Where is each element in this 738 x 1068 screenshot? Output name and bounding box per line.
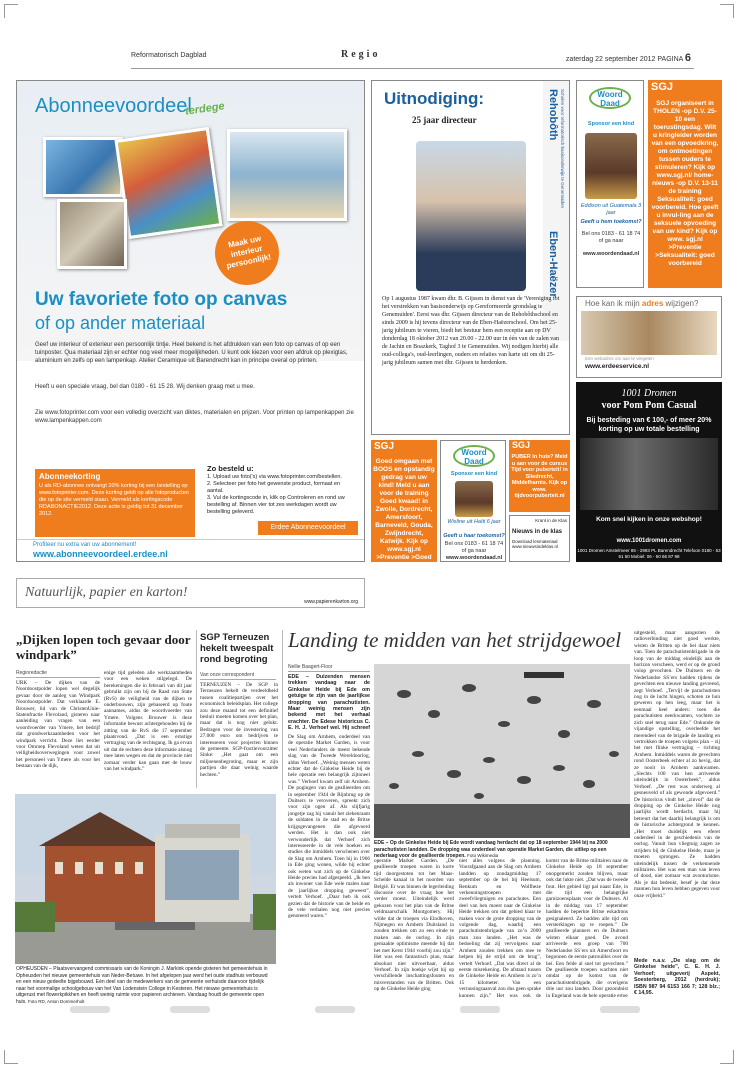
sgj-ad-3[interactable] <box>509 440 570 512</box>
sgj-text: Goed omgaan met BOOS en opstandig gedrag van uw kind! Meld u aan voor de training Goed kwaad! in Zwolle, Dordrecht, Amersfoort, Barneveld, Gouda, Zwijndrecht, Katwijk. Kijk op www.sgj.nl >Preventie >Goed kwaad! <box>373 458 435 569</box>
glass-facade <box>165 850 239 900</box>
crop-mark-tl <box>4 4 18 18</box>
column-rule <box>282 630 283 790</box>
article-headline: Landing te midden van het strijdgewoel <box>288 628 622 652</box>
crop-mark-br <box>720 1050 734 1064</box>
canvas-photo-fish <box>227 129 347 221</box>
ad-footer-url[interactable]: www.abonneevoordeel.erdee.nl <box>33 549 168 559</box>
article-dateline: Nellie Baagert-Floor <box>288 664 370 672</box>
photo-credit: Foto RD, Anton Dommerholt <box>27 998 85 1004</box>
child-photo <box>455 481 493 517</box>
article-column: niet alles volgens de planning. Voorafgaand aan de Slag om Arnhem landden op zondagmiddag 17 september op de hei bij Heelsum, Renkum en Wolfheze verkenningstroepen met zweefvliegtuigen en parachutes. Een deel van hen moest naar de Ginkelse Heide trekken om dat gebied klaar te maken voor de grote dropping van de volgende dag, waarbij een parachutistenbrigade van zo’n 2000 man zou landen. „Het was de bedoeling dat zij vervolgens naar Arnhem zouden trekken om mee te helpen bij de strijd om de brug”, vertelt Verhoef. „Dat was direct al de eerste misrekening. De afstand tussen de Ginkelse Heide en Arnhem is zo’n 15 kilometer. Van een verrassingsaanval zou dus geen sprake kunnen zijn.” Het was ook de <box>459 858 541 998</box>
nieuws-in-de-klas-ad[interactable] <box>509 515 570 562</box>
school-name-ebenhaezer: Eben-Haëzer <box>547 231 559 298</box>
uitnodiging-ad <box>371 80 570 435</box>
ad-subhead: of op ander materiaal <box>35 313 206 333</box>
director-portrait <box>416 141 526 291</box>
gemeentehuis-svg <box>15 794 276 964</box>
article-dateline: Regioredactie <box>16 670 100 678</box>
article-column: enige tijd geleden alle werkzaamheden voor een weken stilgelegd. De berekeningen die in februari van dit jaar gebruikt zijn om bij de Raad van State (RvS) de veiligheid van de dijken te onderbouwen, zijn gebaseerd op foute aannames, aldus de woordvoerder van Ymere. Volgens Brouwer is deze informatie bewust achtergehouden bij de zitting van de RvS die 17 september plaatsvond. „Dat is een ernstige vertraging van de rechtsgang. Ik ga ervan uit dat de rechters deze informatie alsnog mee laten wegen en dat de provincie niet zomaar verder kan gaan met de bouw van het windpark.” <box>104 670 192 773</box>
adres-tagline: Een webadres om aan te vergeten <box>585 356 654 361</box>
sgj-logo: SGJ <box>651 81 674 93</box>
dromen-subtitle: voor Pom Pom Casual <box>601 400 697 411</box>
abonneevoordeel-ad[interactable] <box>16 80 365 562</box>
school-name-rehoboth: Rehobôth <box>547 89 559 141</box>
sgj-logo: SGJ <box>512 440 531 450</box>
photo-parachutes <box>374 664 630 838</box>
kidk-url[interactable]: www.nieuwsindeklas.nl <box>512 544 559 549</box>
canvas-photo-stones <box>57 199 127 269</box>
besteld-step: 2. Selecteer per foto het gewenste product, formaat en aantal. <box>207 481 340 494</box>
page-footer-mark <box>600 1006 640 1013</box>
dromen-photo <box>580 438 718 510</box>
aircraft <box>524 672 564 678</box>
child-question: Geeft u hem toekomst? <box>580 219 642 225</box>
sponsor-label: Sponsor een kind <box>587 121 635 127</box>
contact-url[interactable]: www.woordendaad.nl <box>582 251 640 257</box>
sgj-logo: SGJ <box>374 441 395 452</box>
article-column: URK – De dijken van de Noordoostpolder lopen wel degelijk gevaar door de aanleg van Windpark Noordoostpolder. Dat verklaarde E. Brouwer, lid van de ChristenUnie-Statenfractie Flevoland, gisteren naar aanleiding van vragen van een woordvoerder van Ymere, het bedrijf dat grondwerkzaamheden voor het windpark verricht. Deze liet eerder voor Omroep Flevoland weten dat uit veiligheidsoverwegingen voor zowel het personeel van Ymere als voor het bestaan van de dijk, <box>16 680 100 770</box>
erdee-logo: Erdee Abonneevoordeel <box>258 521 358 535</box>
ad-paragraph-3: Zie www.fotoprinter.com voor een volledig overzicht van diktes, materialen en prijzen. Voor printen op lampenkappen zie www.lampenkappen.com <box>35 410 354 424</box>
page-footer-mark <box>170 1006 210 1013</box>
tree-left <box>15 902 55 932</box>
article-headline: „Dijken lopen toch gevaar door windpark” <box>16 632 191 662</box>
page-date: zaterdag 22 september 2012 PAGINA 6 <box>565 52 691 64</box>
dromen-logo: 1001 Dromen <box>621 388 677 399</box>
kidk-title: Nieuws in de klas <box>512 529 563 535</box>
adres-wijzigen-ad[interactable] <box>576 296 722 378</box>
woord-daad-ad-1[interactable] <box>576 80 644 288</box>
article-column: TERNEUZEN – De SGP in Terneuzen hekelt de verdeeldheid tussen coalitiepartijen over het economisch beleidsplan. Het college zou deze maand tot een definitief besluit moeten komen over het plan, maar dat is nog niet gelukt. Bedragen voor de investering van 27.000 euro om bedrijven te interesseren voor projecten binnen de gemeente. SGP-fractievoorzitter Sinke: „Het gaat om een miljoenenbegroting, maar er zijn partijen die daar weinig waarde hechten.” <box>200 682 278 778</box>
dromen-webshop: Kom snel kijken in onze webshop! <box>596 516 702 523</box>
banner-text: Natuurlijk, papier en karton! <box>25 585 188 600</box>
article-column: uitgesteld, maar aangezien de radioverbinding niet goed werkte, wisten de Britten op de hei daar niets van. Toen de parachutistenbrigade in de loop van de middag eindelijk aan de horizon verscheen, werd er op de grond volop gevochten. De Duitsers en de Nederlandse SS’ers hadden tijdens de gevechten een nieuwe landing gevreesd, zegt Verhoef. „Tervijl de parachutisten nog in de lucht hingen, schoten ze hun geweren op hen leeg, maar het is eenmaal heel anders: toen die parachutisten neerkwamen, vochten ze zich snel terug naar Ede.” Onkunde de vijandige opstelling, overleefde het merendeel van de brigade de landing en vertrokken de troepen volgens plan – zij het met flinke vertraging – richting Arnhem. Inmiddels waren de gevechten rond Oosterbeek echter al zo hevig, dat ze nooit in Arnhem aankwamen. „Slechts 100 van hen arriveerde uiteindelijk in Oosterbeek”, aldus Verhoef. „De rest was onderweg al gesneuveld of als gewonde afgevoerd.” De historicus vindt het „zinvol” dat de dropping op de Ginkelse Heide nog jaarlijks wordt herdacht, maar hij betreurt dat het daarbij belangrijk is om de historische achtergrond te kennen. „Het moet duidelijk een eferet onderdeel in de geschiedenis van de oorlog. Vanuit hun vliegtuig zagen ze strijders bij de Ginkelse Heide, maar je moeten sprongen. Ze hadden uiteindelijk tussen de verkennende militairen. Het was een man van leven of dood, niet zomaar wat avonturisme. Als je dat bedenkt, besef je dat deze mannen hun leven hebben gegeven voor onze vrijheid.” <box>634 630 720 899</box>
sponsor-label: Sponsor een kind <box>450 471 498 477</box>
section-title: Regio <box>341 49 381 60</box>
korting-text: U als RD-abonnee ontvangt 20% korting bij een bestelling op www.fotoprinter.com. Deze korting geldt op alle fotoproducten die op de site vermeld staan. Vermeld als kortingscode RDABONACTIE2012. Deze actie is geldig tot 31 december 2012. <box>39 483 189 517</box>
parachutes-svg <box>374 664 630 838</box>
article-column: komst van de Britse militairen naar de Ginkelse Heide op 18 september onopgemerkt zouden blijven, maar ook dat lukte niet. „Dat was de tweede fout. Het gebied ligt pal naast Ede, in die tijd een belangrijke garnizoensplaats voor de Duitsers. Al in de middag van 17 september hadden de beperkte Britse eskadrons gesignaleerd. Ze hadden alle tijd om versterkingen op te roepen.” De geallieerde planners en de Duitsers wisten elkaar goed. De avond arriveerde een groep van 700 Nederlandse SS’ers uit Amersfoort en begonnen de eerste patrouilles over de hei. Een felde al snel tot gevechten.” De geallieerde troepen wachten niet omdat op de komst van de parachutistenbrigade, die overigens drie uur zou landen. Door gezondnist in Engeland was de hele operatie ertoe <box>546 858 628 998</box>
kidk-line: Krant in de Klas <box>535 518 567 523</box>
ad-footer <box>17 539 364 561</box>
terdege-tag: terdege <box>184 100 226 118</box>
article-lead: EDE – Duizenden mensen trekken vandaag naar de Ginkelse Heide bij Ede om getuige te zijn van de jaarlijkse dropping van parachutisten. Maar weinig mensen zijn bekend met het verhaal erachter. De Edese historicus C. E. H. J. Verhoef wel. Hij schreef <box>288 674 370 730</box>
school-tagline: Scholen voor reformatorisch basisonderwijs te Genemuiden <box>560 89 565 209</box>
crop-mark-bl <box>4 1050 18 1064</box>
page-footer-mark <box>315 1006 355 1013</box>
child-photo <box>585 133 637 199</box>
contact-phone: Bel ons 0183 - 61 18 74 of ga naar <box>444 541 504 554</box>
page-footer-mark <box>70 1006 110 1013</box>
child-caption: Wisline uit Haïti 6 jaar <box>447 519 501 525</box>
crop-mark-tr <box>720 4 734 18</box>
adres-question: Hoe kan ik mijn adres wijzigen? <box>585 299 699 308</box>
book-reference: Mede n.a.v. „De slag om de Ginkelse heide”, C. E. H. J. Verhoef; uitgeverij Aspekt, Soesterberg, 2012 (herdruk); ISBN 987 94 6153 166 7; 128 blz.; € 14,95. <box>634 958 720 997</box>
contact-url[interactable]: www.woordendaad.nl <box>445 555 503 561</box>
building-left <box>45 842 155 922</box>
woord-daad-logo: Woord Daad <box>453 445 495 467</box>
invitation-body: Op 1 augustus 1987 kwam dhr. B. Gijssen in dienst van de 'Vereniging tot het verstrekken van basisonderwijs op Gereformeerde grondslag te Genemuiden'. Eerst was dhr. Gijssen directeur van de Rehobôthschool en sinds 2009 is hij tevens directeur van de Eben-Haëzerschool. Om het 25-jarig jubileum te vieren, biedt het bestuur hem een receptie aan op DV donderdag 18 oktober 2012 van 20.00 - 22.00 uur in één van de zalen van de Jachin en Boazkerk, Taghof 3 te Genemuiden. Wij nodigen hierbij alle oud-collega's, oud-leerlingen, ouders en relaties van harte uit om dit 25-jarig jubileum samen met dhr. Gijssen te herdenken. <box>382 296 560 366</box>
header-rule <box>131 68 694 69</box>
korting-box <box>35 469 195 537</box>
dromen-address: 1001 Dromen Amstelmeer 85 - 2993 PL Barendrecht Telefoon 0180 - 53 61 50 Mobiel: 06 - 50 66 87 98 <box>577 548 721 559</box>
canvas-photo-dog <box>43 137 123 197</box>
kidk-download: Download lesmateriaal <box>512 539 558 544</box>
ad-headline: Uw favoriete foto op canvas <box>35 289 288 310</box>
besteld-step: 3. Vul de kortingscode in, klik op Controleren en rond uw bestelling af. Binnen vier tot zes werkdagen wordt uw bestelling geleverd. <box>207 495 345 515</box>
column-rule <box>196 630 197 788</box>
canvas-photo-swatches <box>115 127 223 239</box>
child-caption: Eddison uit Guatemala 3 jaar <box>580 203 642 216</box>
woord-daad-ad-2[interactable] <box>440 440 506 562</box>
dromen-ad[interactable] <box>576 382 722 562</box>
dromen-offer: Bij besteding van € 100,- of meer 20% korting op uw totale bestelling <box>586 417 712 433</box>
ad-title: Abonneevoordeel <box>35 95 192 117</box>
ad-paragraph-1: Geef uw interieur of exterieur een persoonlijk tintje. Heel bekend is het afdrukken van een foto op canvas of op een tuinposter. Qua materiaal zijn er echter nog veel meer mogelijkheden. U kunt ook kiezen voor een afdruk op plexiglas, aluminium en zelfs op een lampenkap. Atelier Ceramique uit Barendrecht kan in principe overal op printen. <box>35 342 348 364</box>
korting-title: Abonneekorting <box>39 472 101 481</box>
page-number: 6 <box>684 52 691 64</box>
contact-phone: Bel ons 0183 - 61 18 74 of ga naar <box>581 231 641 244</box>
papier-karton-banner[interactable] <box>16 578 365 608</box>
ad-footer-tagline: Profiteer nu extra van uw abonnement! <box>33 542 137 548</box>
roof-right <box>165 824 240 838</box>
ad-paragraph-2: Heeft u een speciale vraag, bel dan 0180 - 61 15 28. Wij denken graag met u mee. <box>35 384 255 390</box>
article-dateline: Van onze correspondent <box>200 672 276 680</box>
sgj-text: PUBER in huis? Meld u aan voor de cursus Tijd voor puberteit! in Sliedrecht, Middelharnis. Kijk op www. tijdvoorpuberteit.nl <box>511 454 568 499</box>
tree-right <box>253 894 276 930</box>
invitation-title: Uitnodiging: <box>384 89 485 108</box>
moving-photo <box>581 311 717 355</box>
child-question: Geeft u haar toekomst? <box>443 533 505 539</box>
article-headline: SGP Terneuzen hekelt tweespalt rond begroting <box>200 632 274 665</box>
sgj-ad-1[interactable] <box>648 80 722 288</box>
banner-url[interactable]: www.papierenkarton.org <box>304 599 358 605</box>
page-header <box>131 48 691 70</box>
besteld-title: Zo besteld u: <box>207 464 254 473</box>
parachute-caption: EDE – Op de Ginkelse Heide bij Ede wordt vandaag herdacht dat op 18 september 1944 bij na 2000 parachutisten landden. De dropping was onderdeel van operatie Market Garden, die uitliep op een nederlaag voor de geallieerde troepen. Foto Wikimedia <box>374 840 608 859</box>
article-column: De Slag om Arnhem, onderdeel van de operatie Market Garden, is voor veel Nederlanders de meest bekende slag van de Tweede Wereldoorlog, aldus Verhoef. „Weinig mensen weten echter dat de Ginkelse Heide bij de hele operatie een belangrijk zijtoneel was.” Verhoef kwam zelf uit Arnhem. De pogingen van de geallieerden om in september 1944 de Rijnbrug op de Duitsers te veroveren, spreekt zich voor zijn ogen af. Als slijfjarig jongetje zag hij vanuit het ziekenraam de soldaten in de stad en de Britse krijgsgevangenen die afgevoerd werden. Het is dan ook niet verwonderlijk dat Verhoef zich interesseerde in de vele boeken en studies die inmiddels verschenen over de Slag om Arnhem. Toen hij in 1966 in Ede ging wonen, wilde hij echter ook weten wat zich op de Ginkelse Heide precies had afgespeeld. „Ik ben als inwoner van Ede wele malen naar de jaarlijkse dropping geweest”, vertelt Verhoef. „Daar heb ik ook gezien dat de historie van de heide en de vele verhalen nog niet precies genoteerd waren.” <box>288 734 370 920</box>
paper-name: Reformatorisch Dagblad <box>131 52 207 59</box>
heath <box>374 804 630 838</box>
photo-gemeentehuis <box>15 794 276 964</box>
photo-credit: Foto Wikimedia <box>467 853 499 858</box>
woord-daad-logo: Woord Daad <box>589 87 631 109</box>
sgj-text: SGJ organiseert in THOLEN -op D.V. 25-10 een toerustingsdag. Wilt u kringleider worden van een opvoedkring, om ontmoetingen tussen ouders te stimuleren? Kijk op www.sgj.nl/ home-nieuws -op D.V. 13-11 de training Seksualiteit: goed voorbereid. Hoe geeft u invul-ling aan de seksuele opvoeding van uw kind? Kijk op www. sgj.nl >Preventie >Seksualiteit: goed voorbereid <box>651 100 719 267</box>
adres-url[interactable]: www.erdeeservice.nl <box>585 363 650 370</box>
besteld-step: 1. Upload uw foto('s) via www.fotoprinter.com/bestellen. <box>207 474 342 480</box>
article-column: operatie Market Garden. „De geallieerde troepen waren in korte tijd doorgestoten tot het Maas-Schelde kanaal in het noorden van België. Er was binnen de legerleiding discussie over de vraag hoe het verder moest. Uiteindelijk werd gekozen voor het plan van de Britse veldmaarschalk Montgomery. Hij wilde dat de troepen via Eindhoven, Nijmegen en Arnhem Duitsland in zouden trekken om zo een einde te maken aan de oorlog. In zijn gemaakte optimisme meende hij dat het met Kerst 1944 voorbij zou zijn.” Het was een fantastisch plan, maar absoluut niet uitvoerbaar, aldus Verhoef. In zijn boekje wijst hij op verschillende inschattingsfouten en misverstanden van de Britten. Ook op de Ginkelse Heide ging <box>374 858 454 993</box>
sgj-ad-2[interactable] <box>371 440 437 569</box>
dromen-url[interactable]: www.1001dromen.com <box>616 538 682 544</box>
invitation-subtitle: 25 jaar directeur <box>412 115 477 125</box>
interior-badge: Maak uw interieur persoonlijk! <box>209 215 285 291</box>
page-footer-mark <box>460 1006 500 1013</box>
photo-caption: OPHEUSDEN – Plaatsvervangend commissaris van de Koningin J. Markink opende gisteren het gemeentehuis in Opheusden het nieuwe gemeentehuis van Neder-Betuwe. In het afgelopen jaar werd het oude stadhuis verbouwd en een nieuw gedeelte bijgebouwd. Eén deel van de medewerkers van de gemeente verhuisde daarvoor tijdelijk naar het voormalige schoolgebouw van het Van Lodenstein College in Kesteren. Het nieuwe gemeentehuis is uitgerust met flowerkpikkhen en heeft weinig ruimte voor papieren archieven. Vandaag houdt de gemeente open huis. Foto RD, Anton Dommerholt <box>16 966 268 1005</box>
